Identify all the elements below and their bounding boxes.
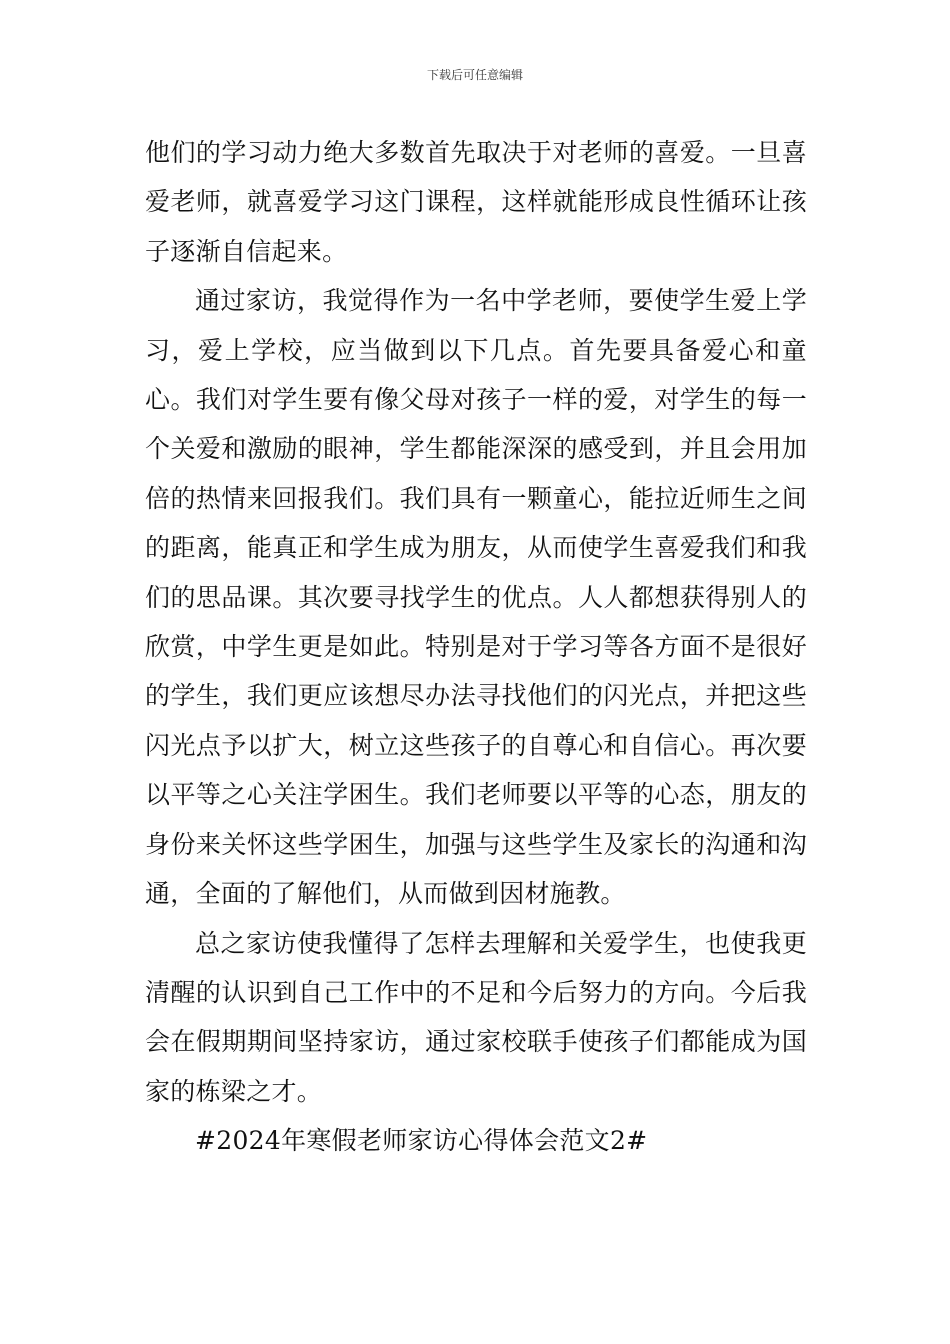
paragraph-home-visit-points: 通过家访，我觉得作为一名中学老师，要使学生爱上学习，爱上学校，应当做到以下几点。首先要具备爱心和童心。我们对学生要有像父母对孩子一样的爱，对学生的每一个关爱和激励的眼神，学生都能深深的感受到，并且会用加倍的热情来回报我们。我们具有一颗童心，能拉近师生之间的距离，能真正和学生成为朋友，从而使学生喜爱我们和我们的思品课。其次要寻找学生的优点。人人都想获得别人的欣赏，中学生更是如此。特别是对于学习等各方面不是很好的学生，我们更应该想尽办法寻找他们的闪光点，并把这些闪光点予以扩大，树立这些孩子的自尊心和自信心。再次要以平等之心关注学困生。我们老师要以平等的心态，朋友的身份来关怀这些学困生，加强与这些学生及家长的沟通和沟通，全面的了解他们，从而做到因材施教。: [145, 286, 807, 909]
paragraph-continuation: 他们的学习动力绝大多数首先取决于对老师的喜爱。一旦喜爱老师，就喜爱学习这门课程，这样就能形成良性循环让孩子逐渐自信起来。: [145, 138, 807, 266]
header-note: 下载后可任意编辑: [426, 68, 523, 82]
paragraph-conclusion: 总之家访使我懂得了怎样去理解和关爱学生，也使我更清醒的认识到自己工作中的不足和今后努力的方向。今后我会在假期期间坚持家访，通过家校联手使孩子们都能成为国家的栋梁之才。: [145, 928, 807, 1106]
document-body: [145, 128, 807, 1166]
section-heading: #2024年寒假老师家访心得体会范文2#: [195, 1126, 648, 1156]
